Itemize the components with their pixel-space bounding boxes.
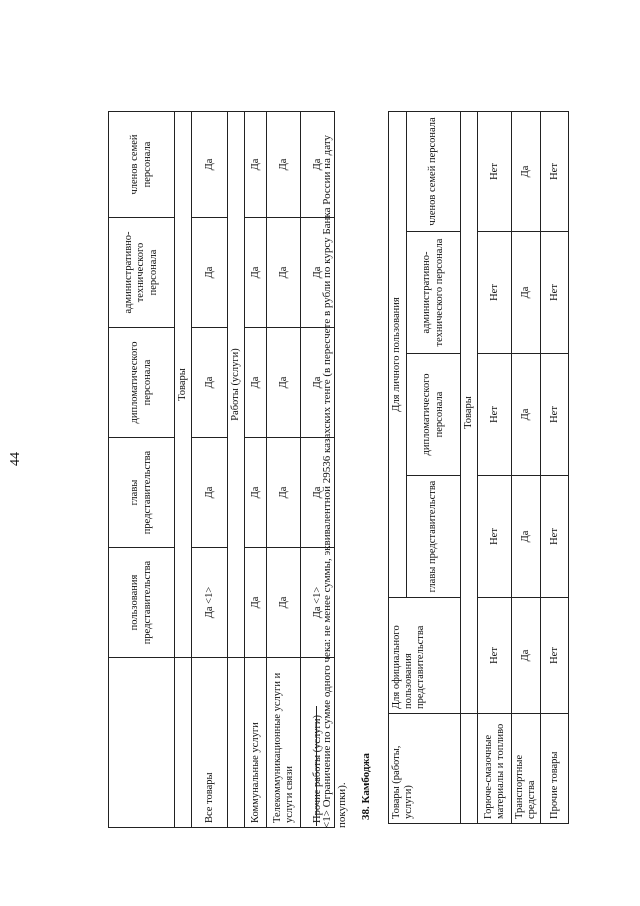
row-label: Телекоммуникационные услуги и услуги связи — [267, 658, 301, 828]
table-cell: Да — [301, 438, 335, 548]
table-2-header-row — [389, 112, 407, 824]
table-cell: Да — [267, 548, 301, 658]
table-cell: Да — [245, 328, 267, 438]
table-cell: Да — [512, 232, 541, 354]
table-2-subheader-cell: членов семей персонала — [407, 112, 461, 232]
table-row — [192, 112, 228, 828]
table-2-subheader-cell: главы представительства — [407, 476, 461, 598]
row-label: Все товары — [192, 658, 228, 828]
table-cell: Нет — [541, 354, 569, 476]
table-1-header-cell: административно-технического персонала — [109, 218, 175, 328]
footnote: <1> Ограничение по сумме одного чека: не менее суммы, эквивалентной 29536 казахских тенге (в пересчете в рубли по курсу Банка России на дату покупки). — [321, 134, 348, 828]
table-cell: Да — [301, 328, 335, 438]
table-1-section-label — [228, 658, 245, 828]
table-cell: Нет — [478, 598, 512, 714]
table-cell: Да — [512, 112, 541, 232]
table-cell: Нет — [541, 598, 569, 714]
table-cell: Нет — [478, 112, 512, 232]
table-2 — [388, 111, 569, 824]
table-cell: Нет — [478, 232, 512, 354]
table-cell: Да — [192, 218, 228, 328]
table-2-header-official: Для официального пользования представительства — [389, 598, 461, 714]
table-1-section-row — [175, 112, 192, 828]
row-label: Коммунальные услуги — [245, 658, 267, 828]
table-1-section-row — [228, 112, 245, 828]
table-2-header-personal: Для личного пользования — [389, 112, 407, 598]
table-1-header-cell: главы представительства — [109, 438, 175, 548]
table-cell: Да — [512, 598, 541, 714]
table-cell: Да — [512, 354, 541, 476]
table-cell: Да — [267, 438, 301, 548]
table-cell: Да — [192, 112, 228, 218]
table-cell: Да — [192, 438, 228, 548]
table-cell: Нет — [541, 476, 569, 598]
table-cell: Нет — [541, 232, 569, 354]
table-cell: Да — [192, 328, 228, 438]
table-cell: Да — [245, 112, 267, 218]
table-2-section-row — [461, 112, 478, 824]
page-number: 44 — [8, 452, 23, 466]
footnote-divider — [316, 706, 317, 826]
table-1-section-goods: Товары — [175, 112, 192, 658]
table-2-section-label — [461, 714, 478, 824]
table-1 — [108, 111, 335, 828]
table-cell: Да <1> — [192, 548, 228, 658]
row-label: Прочие товары — [541, 714, 569, 824]
table-1-header-cell: дипломатического персонала — [109, 328, 175, 438]
table-cell: Нет — [478, 354, 512, 476]
table-row — [541, 112, 569, 824]
section-heading: 38. Камбоджа — [360, 753, 372, 820]
table-cell: Нет — [478, 476, 512, 598]
row-label: Горюче-смазочные материалы и топливо — [478, 714, 512, 824]
table-cell: Да — [267, 218, 301, 328]
table-cell: Да — [267, 112, 301, 218]
table-1-header-cell: членов семей персонала — [109, 112, 175, 218]
table-cell: Да — [245, 438, 267, 548]
table-cell: Да — [301, 112, 335, 218]
table-cell: Да — [301, 218, 335, 328]
table-row — [267, 112, 301, 828]
table-cell: Нет — [541, 112, 569, 232]
table-row — [478, 112, 512, 824]
table-cell: Да — [512, 476, 541, 598]
table-1-header-row — [109, 112, 175, 828]
table-1-section-works: Работы (услуги) — [228, 112, 245, 658]
table-cell: Да <1> — [301, 548, 335, 658]
table-1-section-label — [175, 658, 192, 828]
table-2-subheader-cell: дипломатического персонала — [407, 354, 461, 476]
table-row — [512, 112, 541, 824]
table-2-header-goods: Товары (работы, услуги) — [389, 714, 461, 824]
table-1-header-cell: пользования представительства — [109, 548, 175, 658]
row-label: Прочие работы (услуги) — [301, 658, 335, 828]
row-label: Транспортные средства — [512, 714, 541, 824]
table-row — [245, 112, 267, 828]
table-2-section-goods: Товары — [461, 112, 478, 714]
table-cell: Да — [245, 548, 267, 658]
table-cell: Да — [245, 218, 267, 328]
table-cell: Да — [267, 328, 301, 438]
table-1-header-cell — [109, 658, 175, 828]
table-2-subheader-cell: административно-технического персонала — [407, 232, 461, 354]
